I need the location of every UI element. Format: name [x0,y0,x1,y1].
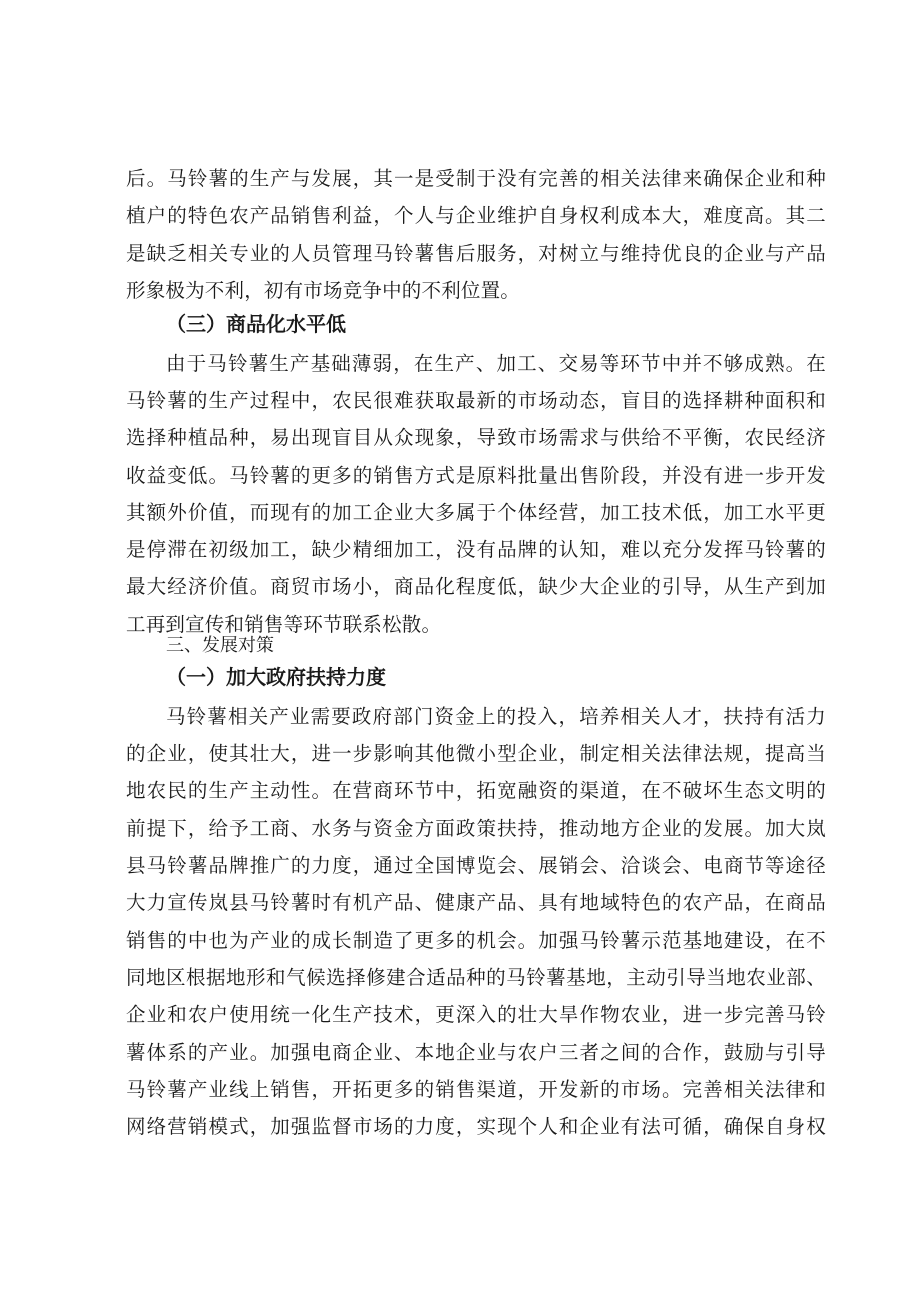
paragraph-line: 大力宣传岚县马铃薯时有机产品、健康产品、具有地域特色的农产品，在商品 [126,891,826,914]
section-title: 三、发展对策 [166,635,274,656]
paragraph-line: 同地区根据地形和气候选择修建合适品种的马铃薯基地，主动引导当地农业部、 [126,966,826,989]
paragraph-line: 植户的特色农产品销售利益，个人与企业维护自身权利成本大，难度高。其二 [126,204,826,227]
paragraph-line: 最大经济价值。商贸市场小，商品化程度低，缺少大企业的引导，从生产到加 [126,575,826,598]
paragraph-line: 马铃薯的生产过程中，农民很难获取最新的市场动态，盲目的选择耕种面积和 [126,389,826,412]
paragraph-line: 工再到宣传和销售等环节联系松散。 [126,613,442,636]
paragraph-line: 是缺乏相关专业的人员管理马铃薯售后服务，对树立与维持优良的企业与产品 [126,242,826,265]
paragraph-line: 马铃薯产业线上销售，开拓更多的销售渠道，开发新的市场。完善相关法律和 [126,1078,826,1101]
paragraph-line: 薯体系的产业。加强电商企业、本地企业与农户三者之间的合作，鼓励与引导 [126,1041,826,1064]
paragraph-line: 网络营销模式，加强监督市场的力度，实现个人和企业有法可循，确保自身权 [126,1115,826,1138]
section-heading-1: （一）加大政府扶持力度 [166,665,386,689]
paragraph-line: 是停滞在初级加工，缺少精细加工，没有品牌的认知，难以充分发挥马铃薯的 [126,538,826,561]
paragraph-line: 企业和农户使用统一化生产技术，更深入的壮大旱作物农业，进一步完善马铃 [126,1003,826,1026]
paragraph-line: 前提下，给予工商、水务与资金方面政策扶持，推动地方企业的发展。加大岚 [126,817,826,840]
paragraph-line: 收益变低。马铃薯的更多的销售方式是原料批量出售阶段，并没有进一步开发 [126,464,826,487]
paragraph-line: 地农民的生产主动性。在营商环节中，拓宽融资的渠道，在不破坏生态文明的 [126,779,826,802]
paragraph-line: 选择种植品种，易出现盲目从众现象，导致市场需求与供给不平衡，农民经济 [126,426,826,449]
section-heading-3: （三）商品化水平低 [166,312,346,336]
paragraph-line: 形象极为不利，初有市场竞争中的不利位置。 [126,279,521,302]
paragraph-line: 其额外价值，而现有的加工企业大多属于个体经营，加工技术低，加工水平更 [126,501,826,524]
paragraph-line: 县马铃薯品牌推广的力度，通过全国博览会、展销会、洽谈会、电商节等途径 [126,854,826,877]
paragraph-line: 由于马铃薯生产基础薄弱，在生产、加工、交易等环节中并不够成熟。在 [166,352,826,375]
paragraph-line: 马铃薯相关产业需要政府部门资金上的投入，培养相关人才，扶持有活力 [166,705,826,728]
paragraph-line: 销售的中也为产业的成长制造了更多的机会。加强马铃薯示范基地建设，在不 [126,929,826,952]
paragraph-line: 后。马铃薯的生产与发展，其一是受制于没有完善的相关法律来确保企业和种 [126,167,826,190]
paragraph-line: 的企业，使其壮大，进一步影响其他微小型企业，制定相关法律法规，提高当 [126,742,826,765]
